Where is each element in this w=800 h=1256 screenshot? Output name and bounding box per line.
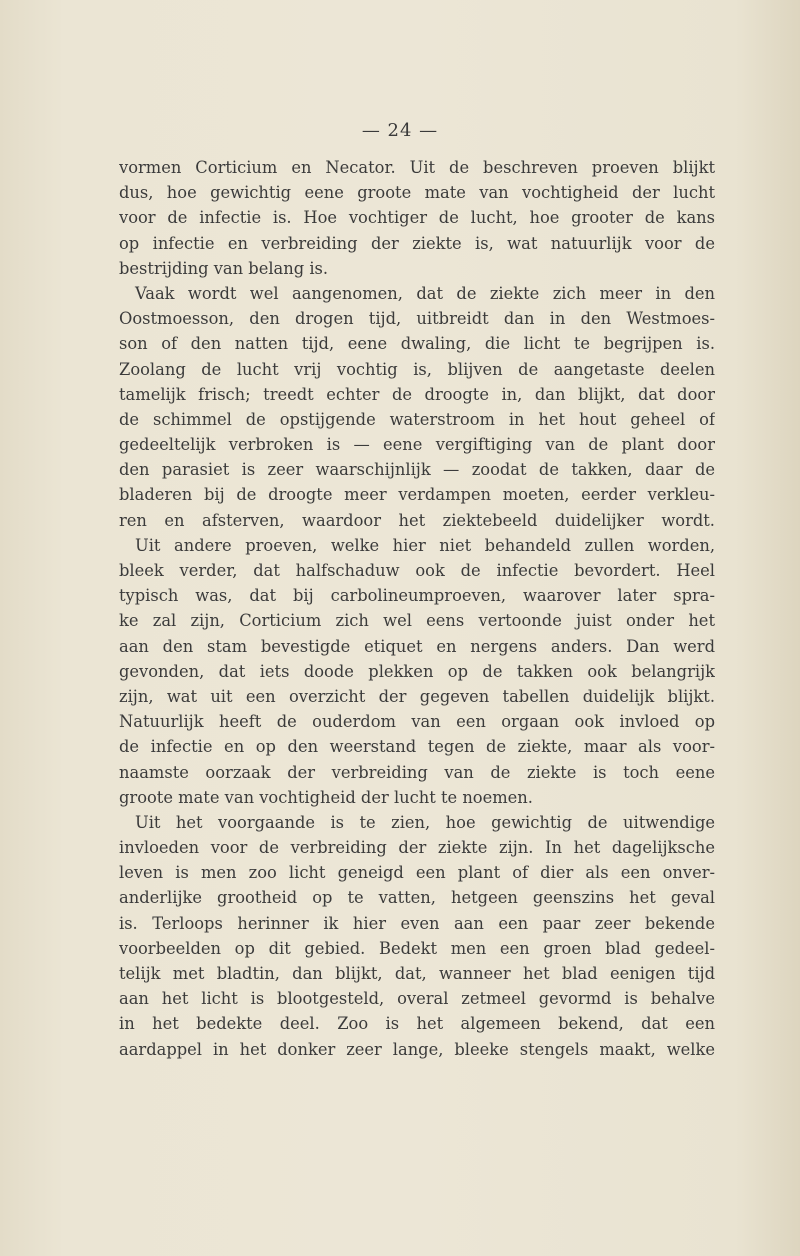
body-text — [119, 155, 715, 1062]
text-line: ke zal zijn, Corticium zich wel eens vertoonde juist onder het — [119, 611, 715, 631]
text-line: bestrijding van belang is. — [119, 258, 329, 278]
text-line: groote mate van vochtigheid der lucht te noemen. — [119, 787, 533, 807]
page-number: — 24 — — [361, 120, 439, 141]
text-line: dus, hoe gewichtig eene groote mate van vochtigheid der lucht — [119, 183, 715, 203]
text-line: Vaak wordt wel aangenomen, dat de ziekte zich meer in den — [135, 283, 715, 303]
text-line: gedeeltelijk verbroken is — eene vergiftiging van de plant door — [119, 435, 715, 455]
text-line: op infectie en verbreiding der ziekte is, wat natuurlijk voor de — [119, 233, 715, 253]
text-line: telijk met bladtin, dan blijkt, dat, wanneer het blad eenigen tijd — [119, 964, 715, 983]
text-line: Uit het voorgaande is te zien, hoe gewichtig de uitwendige — [135, 812, 715, 832]
text-line: naamste oorzaak der verbreiding van de ziekte is toch eene — [119, 762, 715, 782]
text-line: son of den natten tijd, eene dwaling, die licht te begrijpen is. — [119, 334, 715, 354]
text-line: de infectie en op den weerstand tegen de ziekte, maar als voor- — [119, 737, 715, 757]
text-line: aardappel in het donker zeer lange, bleeke stengels maakt, welke — [119, 1039, 715, 1059]
text-line: is. Terloops herinner ik hier even aan een paar zeer bekende — [119, 913, 715, 933]
text-line: ren en afsterven, waardoor het ziektebeeld duidelijker wordt. — [119, 510, 715, 530]
text-line: aan den stam bevestigde etiquet en nergens anders. Dan werd — [119, 636, 715, 656]
text-line: Oostmoesson, den drogen tijd, uitbreidt dan in den Westmoes- — [119, 309, 715, 329]
text-line: tamelijk frisch; treedt echter de droogte in, dan blijkt, dat door — [119, 384, 715, 404]
text-line: voor de infectie is. Hoe vochtiger de lucht, hoe grooter de kans — [119, 208, 715, 228]
text-line: zijn, wat uit een overzicht der gegeven tabellen duidelijk blijkt. — [119, 686, 715, 706]
text-line: gevonden, dat iets doode plekken op de takken ook belangrijk — [119, 661, 715, 681]
text-line: leven is men zoo licht geneigd een plant of dier als een onver- — [119, 863, 715, 883]
text-line: Zoolang de lucht vrij vochtig is, blijven de aangetaste deelen — [119, 359, 715, 379]
text-line: anderlijke grootheid op te vatten, hetgeen geenszins het geval — [119, 888, 715, 908]
text-line: aan het licht is blootgesteld, overal zetmeel gevormd is behalve — [119, 989, 715, 1009]
text-line: voorbeelden op dit gebied. Bedekt men een groen blad gedeel- — [119, 938, 715, 958]
text-line: in het bedekte deel. Zoo is het algemeen bekend, dat een — [119, 1014, 715, 1034]
text-line: Uit andere proeven, welke hier niet behandeld zullen worden, — [135, 535, 715, 555]
text-line: invloeden voor de verbreiding der ziekte zijn. In het dagelijksche — [119, 838, 715, 858]
text-line: den parasiet is zeer waarschijnlijk — zoodat de takken, daar de — [119, 460, 715, 480]
text-line: vormen Corticium en Necator. Uit de beschreven proeven blijkt — [119, 158, 715, 177]
text-line: Natuurlijk heeft de ouderdom van een orgaan ook invloed op — [119, 712, 715, 732]
text-line: de schimmel de opstijgende waterstroom in het hout geheel of — [119, 409, 715, 429]
text-line: typisch was, dat bij carbolineumproeven, waarover later spra- — [119, 586, 715, 606]
text-line: bleek verder, dat halfschaduw ook de infectie bevordert. Heel — [119, 561, 715, 580]
text-line: bladeren bij de droogte meer verdampen moeten, eerder verkleu- — [119, 485, 715, 505]
